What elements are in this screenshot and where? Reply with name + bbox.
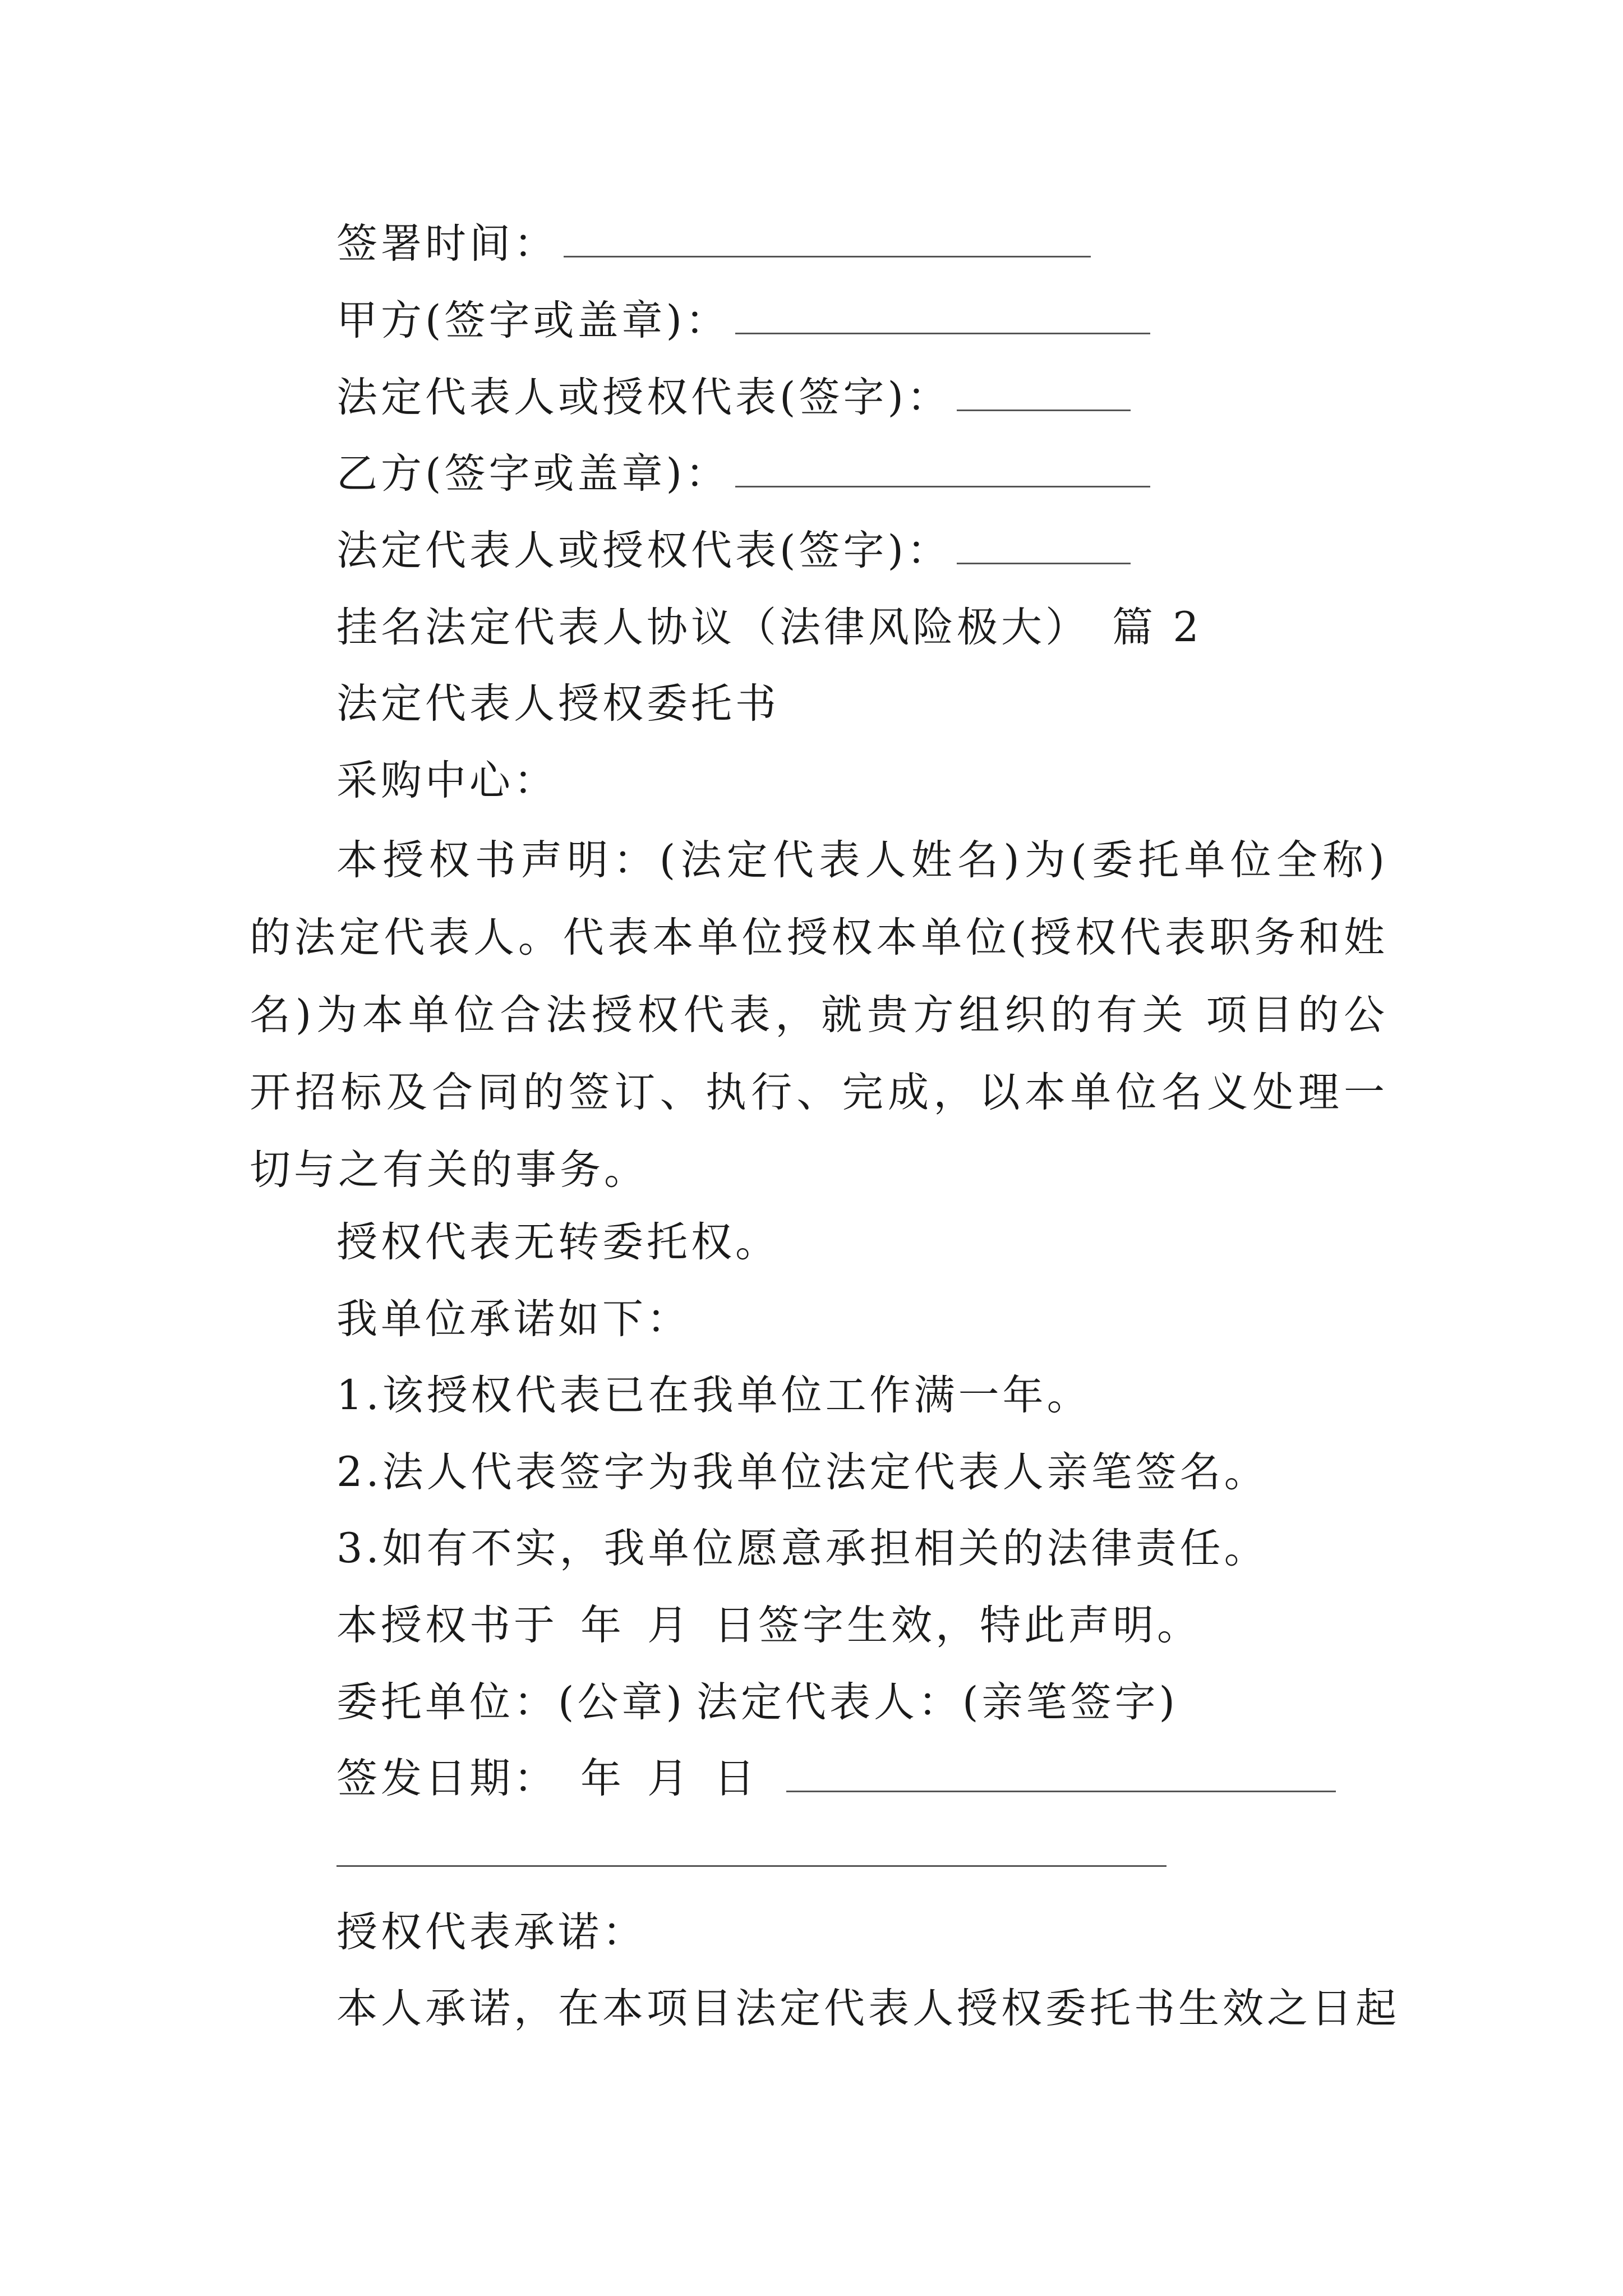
legal-rep-b-row (336, 527, 1131, 574)
addressee: 采购中心： (336, 757, 558, 804)
party-a-row (336, 297, 1150, 344)
section-number: 篇 2 (1112, 604, 1202, 651)
effective-date-row (336, 1602, 1201, 1649)
no-subdelegation: 授权代表无转委托权。 (336, 1218, 780, 1266)
section-heading (336, 604, 1202, 651)
party-b-blank (735, 458, 1150, 487)
issue-day: 日 (714, 1755, 758, 1802)
section-heading-text: 挂名法定代表人协议（法律风险极大） (336, 604, 1090, 651)
party-b-row (336, 450, 1150, 498)
legal-rep-b-label: 法定代表人或授权代表(签字)： (336, 527, 951, 574)
effective-month: 月 (647, 1602, 691, 1649)
principal-rep: 法定代表人：(亲笔签字) (696, 1678, 1178, 1726)
issue-date-row (336, 1755, 1336, 1802)
commitment-item-1: 1.该授权代表已在我单位工作满一年。 (336, 1372, 1091, 1419)
signature-line (336, 1865, 1166, 1867)
commitment-item-2: 2.法人代表签字为我单位法定代表人亲笔签名。 (336, 1448, 1269, 1496)
legal-rep-a-label: 法定代表人或授权代表(签字)： (336, 374, 951, 421)
legal-rep-a-row (336, 374, 1131, 421)
statement-paragraph: 本授权书声明：(法定代表人姓名)为(委托单位全称)的法定代表人。代表本单位授权本单位(授权代表职务和姓名)为本单位合法授权代表，就贵方组织的有关 项目的公开招标及合同的签订、执行、完成，以本单位名义处理一切与之有关的事务。 (250, 836, 1388, 1194)
issue-date-label: 签发日期： (336, 1755, 558, 1802)
sign-time-blank (564, 228, 1091, 257)
party-a-blank (735, 305, 1150, 334)
document-title: 法定代表人授权委托书 (336, 680, 780, 728)
issue-year: 年 (580, 1755, 625, 1802)
effective-year: 年 (580, 1602, 625, 1649)
principal-seal: 委托单位：(公章) (336, 1678, 685, 1726)
effective-tail: 日签字生效，特此声明。 (714, 1602, 1201, 1649)
sign-time-row (336, 220, 1091, 268)
effective-label: 本授权书于 (336, 1602, 558, 1649)
sign-time-label: 签署时间： (336, 220, 558, 268)
principal-row (336, 1678, 1178, 1726)
commitment-intro: 我单位承诺如下： (336, 1295, 691, 1343)
party-a-label: 甲方(签字或盖章)： (336, 297, 730, 344)
rep-commitment-text: 本人承诺，在本项目法定代表人授权委托书生效之日起 (336, 1985, 1400, 2032)
issue-date-blank (786, 1763, 1336, 1792)
commitment-item-3: 3.如有不实，我单位愿意承担相关的法律责任。 (336, 1525, 1269, 1572)
issue-month: 月 (647, 1755, 691, 1802)
party-b-label: 乙方(签字或盖章)： (336, 450, 730, 498)
legal-rep-b-blank (957, 535, 1131, 564)
rep-commitment-heading: 授权代表承诺： (336, 1908, 647, 1956)
legal-rep-a-blank (957, 381, 1131, 411)
